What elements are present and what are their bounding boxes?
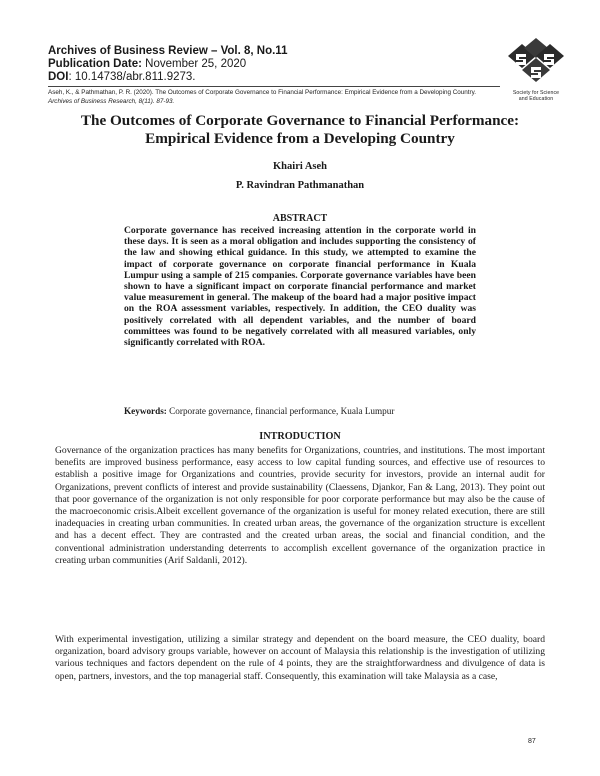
abstract-heading: ABSTRACT — [272, 213, 328, 224]
citation — [48, 88, 500, 106]
citation-main: Aseh, K., & Pathmathan, P. R. (2020). The Outcomes of Corporate Governance to Financial Performance: Empirical Evidence from a Developing Country. — [48, 89, 477, 96]
paper-title — [40, 112, 560, 148]
doi — [48, 71, 496, 84]
logo-caption-line2: and Education — [518, 96, 554, 102]
paper-title-line1: The Outcomes of Corporate Governance to Financial Performance: — [80, 112, 520, 129]
doi-label: DOI — [48, 71, 69, 83]
header-rule — [48, 86, 500, 87]
logo-caption — [498, 90, 574, 102]
keywords-label: Keywords: — [124, 406, 167, 416]
journal-header — [48, 45, 496, 84]
introduction-heading: INTRODUCTION — [259, 431, 341, 442]
author-1: Khairi Aseh — [273, 161, 327, 172]
journal-name: Archives of Business Review – Vol. 8, No.11 — [48, 45, 288, 57]
paper-title-line2: Empirical Evidence from a Developing Country — [145, 130, 455, 147]
author-2: P. Ravindran Pathmanathan — [235, 180, 365, 191]
keywords-text: Corporate governance, financial performance, Kuala Lumpur — [166, 406, 395, 416]
abstract-text: Corporate governance has received increasing attention in the corporate world in these days. It is seen as a moral obligation and includes supporting the consistency of the law and showing ethical guidance. In this study, we attempted to examine the impact of corporate governance on corporate financial performance in Kuala Lumpur using a sample of 215 companies. Corporate governance variables have been shown to have a significant impact on corporate financial performance and market value measurement in general. The makeup of the board had a major positive impact on the ROA assessment variables, respectively. In addition, the CEO duality was positively correlated with all dependent variables, and the number of board committees was found to be negatively correlated with all measured variables, only significantly correlated with ROA. — [124, 225, 476, 349]
publication-date-value: November 25, 2020 — [145, 58, 247, 70]
publication-date-label: Publication Date: — [48, 58, 142, 70]
citation-journal: Archives of Business Research, 8(11). 87-93. — [48, 98, 175, 105]
introduction-paragraph-1: Governance of the organization practices has many benefits for Organizations, countries, and institutions. The most important benefits are improved business performance, easy access to low capital funding sources, and effective use of resources to establish a positive image for Organizations and countries, provide security for investors, provide an internal audit for Organizations, prevent conflicts of interest and provide sustainability (Claessens, Djankor, Fan & Lang, 2013). They point out that poor governance of the organization is not only responsible for poor corporate performance but may also be the cause of the macroeconomic crisis.Albeit excellent governance of the organization is useful for money related execution, there are still inadequacies in creating urban communities. In created urban areas, the governance of the organization structure is excellent and has a decent effect. They are contrasted and the created urban areas, the social and financial condition, and the conventional administration understanding deterrents to accomplish excellent governance of the organization practice in creating urban communities (Arif Saldanli, 2012). — [55, 445, 545, 566]
page-number: 87 — [528, 738, 536, 745]
introduction-paragraph-2: With experimental investigation, utilizing a similar strategy and dependent on the board measure, the CEO duality, board organization, board advisory groups variable, however on account of Malaysia this relationship is the investigation of utilizing various techniques and factors dependent on the rule of 4 points, they are the straightforwardness and divulgence of data is open, partners, investors, and the top managerial staff. Consequently, this examination will take Malaysia as a case, — [55, 634, 545, 682]
publication-date — [48, 58, 496, 71]
logo-caption-line1: Society for Science — [512, 90, 560, 96]
keywords — [124, 406, 484, 417]
doi-value[interactable]: : 10.14738/abr.811.9273. — [68, 71, 196, 83]
